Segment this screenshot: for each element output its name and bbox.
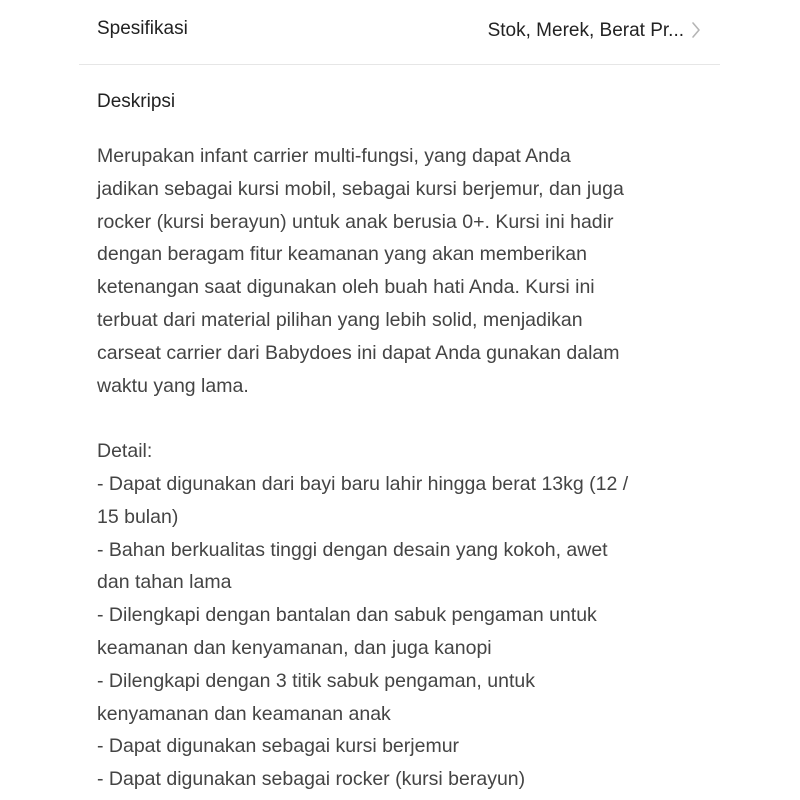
description-body <box>97 140 717 796</box>
detail-item: - Dilengkapi dengan bantalan dan sabuk pengaman untuk <box>97 604 597 627</box>
detail-item: - Dapat digunakan dari bayi baru lahir hingga berat 13kg (12 / <box>97 472 629 495</box>
description-blank-line <box>97 402 717 435</box>
description-line: carseat carrier dari Babydoes ini dapat Anda gunakan dalam <box>97 341 620 364</box>
detail-item: dan tahan lama <box>97 571 232 594</box>
detail-item: keamanan dan kenyamanan, dan juga kanopi <box>97 636 492 659</box>
detail-item: - Dilengkapi dengan 3 titik sabuk pengaman, untuk <box>97 669 535 692</box>
specification-row[interactable] <box>79 0 720 65</box>
chevron-right-icon <box>690 20 702 40</box>
description-title: Deskripsi <box>97 91 176 112</box>
description-line: ketenangan saat digunakan oleh buah hati Anda. Kursi ini <box>97 276 595 299</box>
detail-item: - Bahan berkualitas tinggi dengan desain yang kokoh, awet <box>97 538 608 561</box>
specification-label: Spesifikasi <box>97 18 188 39</box>
detail-heading: Detail: <box>97 440 153 463</box>
detail-item: - Dapat digunakan sebagai kursi berjemur <box>97 735 460 758</box>
description-line: Merupakan infant carrier multi-fungsi, yang dapat Anda <box>97 145 571 167</box>
description-line: rocker (kursi berayun) untuk anak berusia 0+. Kursi ini hadir <box>97 210 614 233</box>
detail-item: - Dapat digunakan sebagai rocker (kursi berayun) <box>97 768 526 791</box>
description-line: jadikan sebagai kursi mobil, sebagai kursi berjemur, dan juga <box>97 177 624 200</box>
description-line: waktu yang lama. <box>97 374 249 397</box>
detail-item: kenyamanan dan keamanan anak <box>97 702 391 725</box>
description-line: dengan beragam fitur keamanan yang akan memberikan <box>97 243 587 266</box>
specification-value: Stok, Merek, Berat Pr... <box>487 20 684 41</box>
detail-item: 15 bulan) <box>97 505 179 528</box>
description-line: terbuat dari material pilihan yang lebih solid, menjadikan <box>97 308 583 331</box>
